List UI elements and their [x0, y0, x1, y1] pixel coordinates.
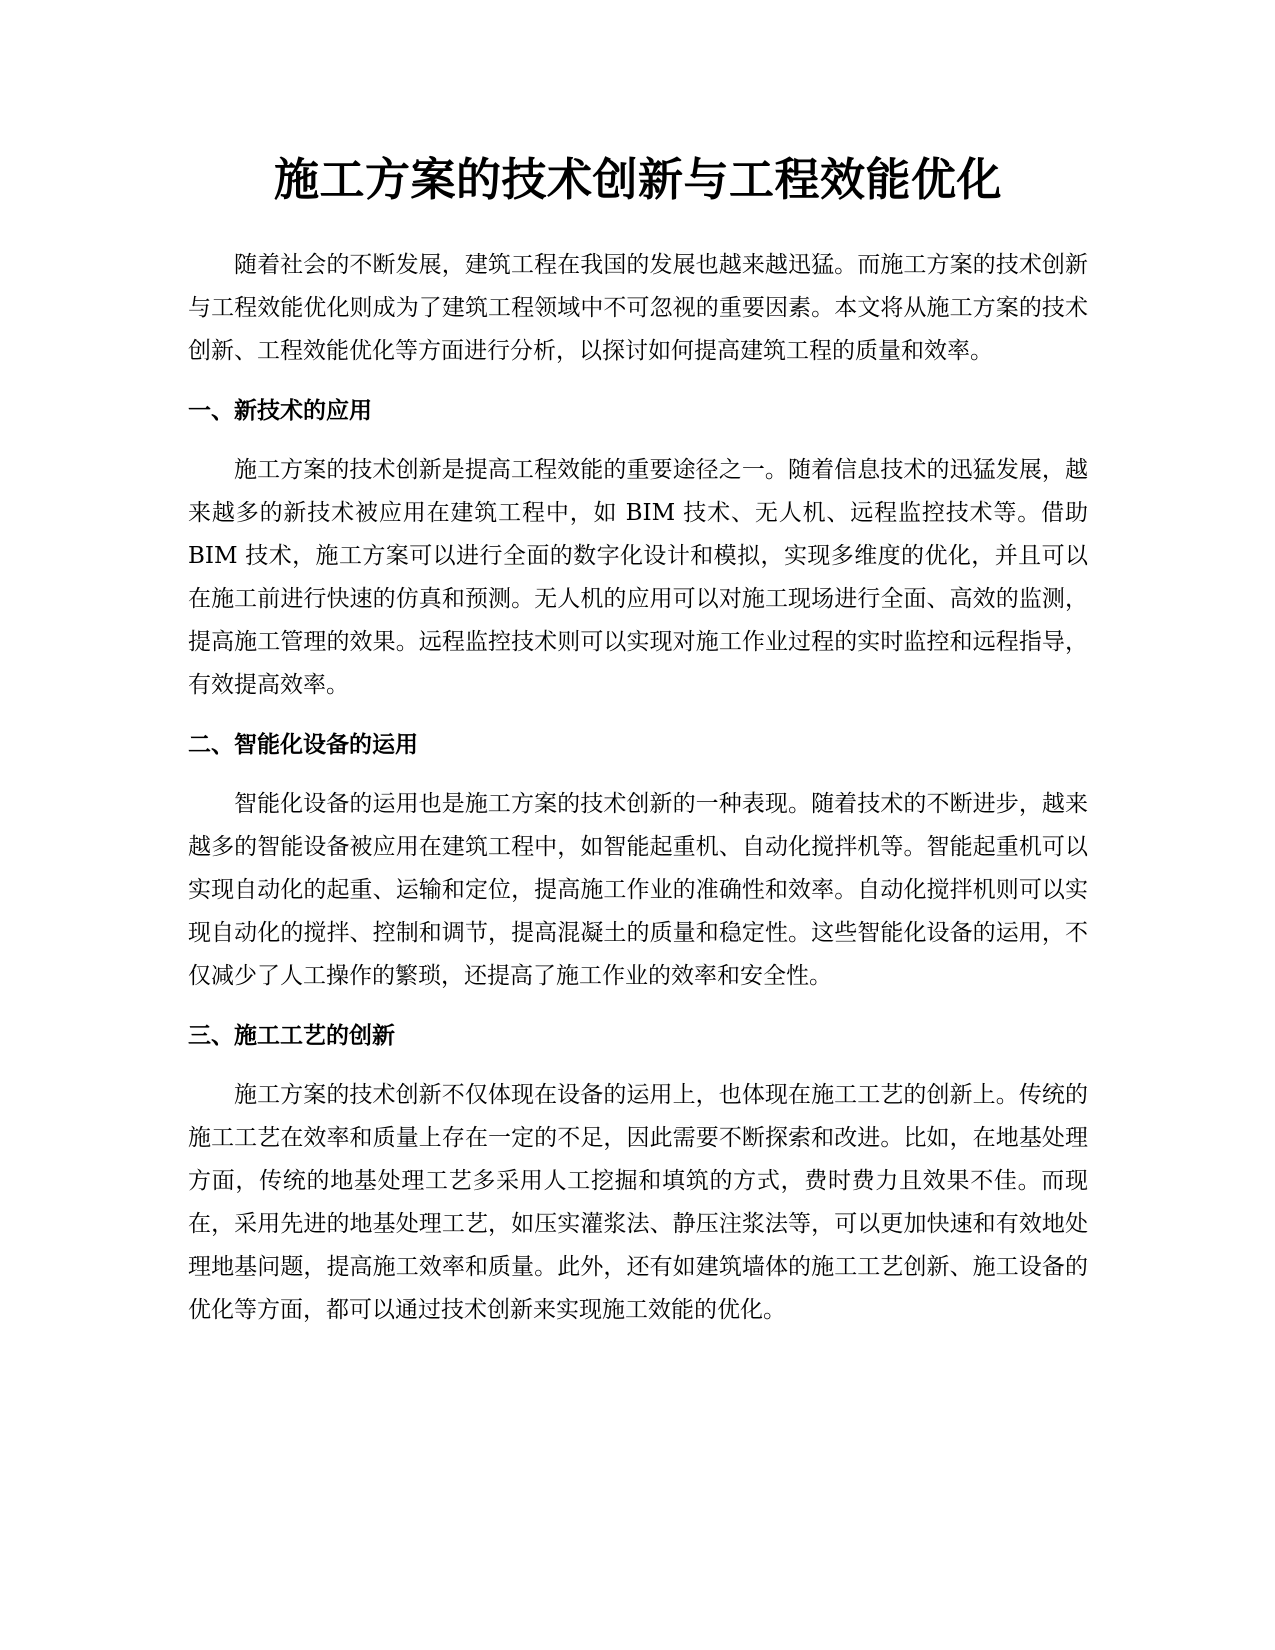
document-title: 施工方案的技术创新与工程效能优化: [273, 153, 1002, 206]
section-heading-process-innovation: 三、施工工艺的创新: [188, 1023, 395, 1049]
section-heading-new-technology: 一、新技术的应用: [188, 398, 372, 424]
intro-paragraph: 随着社会的不断发展，建筑工程在我国的发展也越来越迅猛。而施工方案的技术创新与工程效能优化则成为了建筑工程领域中不可忽视的重要因素。本文将从施工方案的技术创新、工程效能优化等方面进行分析，以探讨如何提高建筑工程的质量和效率。: [188, 252, 1088, 364]
section-body-smart-equipment: 智能化设备的运用也是施工方案的技术创新的一种表现。随着技术的不断进步，越来越多的智能设备被应用在建筑工程中，如智能起重机、自动化搅拌机等。智能起重机可以实现自动化的起重、运输和定位，提高施工作业的准确性和效率。自动化搅拌机则可以实现自动化的搅拌、控制和调节，提高混凝土的质量和稳定性。这些智能化设备的运用，不仅减少了人工操作的繁琐，还提高了施工作业的效率和安全性。: [188, 791, 1088, 989]
section-body-process-innovation: 施工方案的技术创新不仅体现在设备的运用上，也体现在施工工艺的创新上。传统的施工工艺在效率和质量上存在一定的不足，因此需要不断探索和改进。比如，在地基处理方面，传统的地基处理工艺多采用人工挖掘和填筑的方式，费时费力且效果不佳。而现在，采用先进的地基处理工艺，如压实灌浆法、静压注浆法等，可以更加快速和有效地处理地基问题，提高施工效率和质量。此外，还有如建筑墙体的施工工艺创新、施工设备的优化等方面，都可以通过技术创新来实现施工效能的优化。: [188, 1082, 1088, 1323]
section-heading-smart-equipment: 二、智能化设备的运用: [188, 732, 418, 758]
document-content: [188, 148, 1088, 1332]
section-body-new-technology: 施工方案的技术创新是提高工程效能的重要途径之一。随着信息技术的迅猛发展，越来越多的新技术被应用在建筑工程中，如 BIM 技术、无人机、远程监控技术等。借助 BIM 技术，施工方案可以进行全面的数字化设计和模拟，实现多维度的优化，并且可以在施工前进行快速的仿真和预测。无人机的应用可以对施工现场进行全面、高效的监测，提高施工管理的效果。远程监控技术则可以实现对施工作业过程的实时监控和远程指导，有效提高效率。: [188, 457, 1088, 698]
